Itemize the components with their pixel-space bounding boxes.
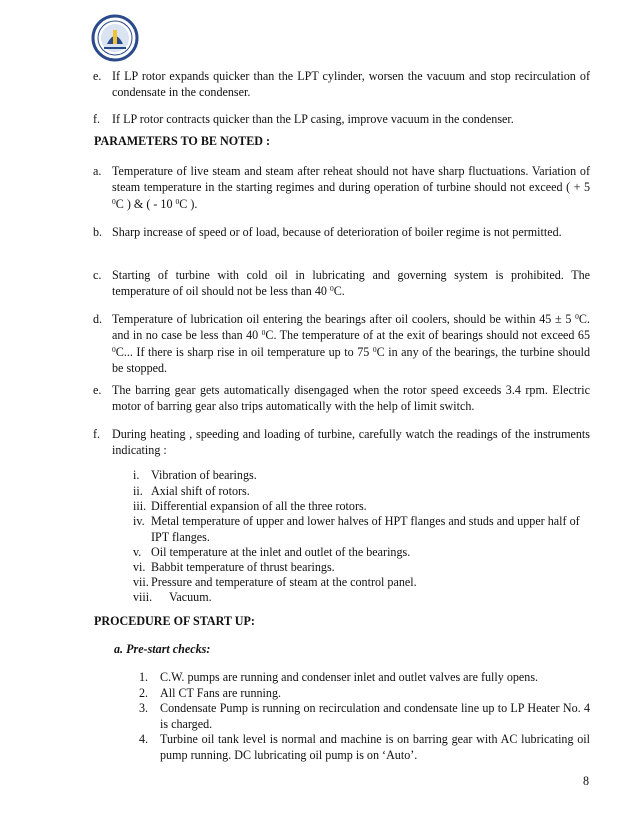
- item-marker: e.: [93, 383, 102, 397]
- subheading-prestart-checks: a. Pre-start checks:: [114, 642, 211, 656]
- check-item: 4. Turbine oil tank level is normal and machine is on barring gear with AC lubricating oil pump running. DC lubricating oil pump is on ‘Auto’.: [139, 732, 590, 762]
- page-number: 8: [583, 774, 590, 788]
- param-text: Sharp increase of speed or of load, because of deterioration of boiler regime is not permitted.: [112, 225, 562, 239]
- param-item-d: [93, 311, 591, 376]
- check-item: 1. C.W. pumps are running and condenser inlet and outlet valves are fully opens.: [139, 670, 539, 684]
- param-text: The barring gear gets automatically disengaged when the rotor speed exceeds 3.4 rpm. Electric motor of barring gear also trips automatically with the help of limit switch.: [112, 383, 590, 414]
- section-heading-procedure: PROCEDURE OF START UP:: [94, 614, 255, 628]
- item-text: If LP rotor expands quicker than the LPT cylinder, worsen the vacuum and stop recirculation of condensate in the condenser.: [112, 69, 590, 100]
- item-marker: f.: [93, 112, 101, 126]
- param-item-f: [93, 426, 590, 459]
- instrument-item: iii. Differential expansion of all the three rotors.: [133, 499, 367, 513]
- item-text: If LP rotor contracts quicker than the LP casing, improve vacuum in the condenser.: [112, 112, 514, 126]
- item-marker: e.: [93, 69, 102, 83]
- param-item-a: [93, 163, 590, 212]
- instrument-item: ii. Axial shift of rotors.: [133, 484, 250, 498]
- instrument-item: i. Vibration of bearings.: [133, 468, 257, 482]
- param-item-e: [93, 382, 590, 415]
- instrument-item: vi. Babbit temperature of thrust bearings.: [133, 560, 335, 574]
- check-item: 3. Condensate Pump is running on recirculation and condensate line up to LP Heater No. 4 is charged.: [139, 701, 590, 731]
- param-text: During heating , speeding and loading of turbine, carefully watch the readings of the instruments indicating :: [112, 427, 590, 458]
- param-text: Temperature of lubrication oil entering the bearings after oil coolers, should be within 45 ± 5 $^0$C. and in no case be less than 40 $^0$C. The temperature of at the exit of bearings should not exceed 65 $^0$C... If there is sharp rise in oil temperature up to 75 $^0$C in any of the bearings, the turbine should be stopped.: [112, 312, 591, 375]
- param-text: Starting of turbine with cold oil in lubricating and governing system is prohibited. The temperature of oil should not be less than 40 $^0$C.: [112, 268, 590, 299]
- item-marker: a.: [93, 164, 102, 178]
- instrument-item: iv. Metal temperature of upper and lower halves of HPT flanges and studs and upper half of IPT flanges.: [133, 514, 580, 544]
- instrument-item: viii. Vacuum.: [133, 590, 212, 604]
- note-item-e: [93, 68, 590, 101]
- param-item-c: [93, 267, 590, 300]
- check-item: 2. All CT Fans are running.: [139, 686, 282, 700]
- param-item-b: [93, 224, 590, 240]
- item-marker: d.: [93, 312, 103, 326]
- note-item-f: [93, 111, 590, 127]
- item-marker: c.: [93, 268, 102, 282]
- section-heading-parameters: PARAMETERS TO BE NOTED :: [94, 134, 271, 148]
- institution-logo-icon: [91, 14, 139, 62]
- item-marker: b.: [93, 225, 103, 239]
- instrument-item: vii. Pressure and temperature of steam at the control panel.: [133, 575, 417, 589]
- item-marker: f.: [93, 427, 101, 441]
- instrument-item: v. Oil temperature at the inlet and outlet of the bearings.: [133, 545, 411, 559]
- param-text: Temperature of live steam and steam after reheat should not have sharp fluctuations. Variation of steam temperature in the starting regimes and during operation of turbine should not exceed ( + 5 $^0$C ) & ( - 10 $^0$C ).: [112, 164, 590, 211]
